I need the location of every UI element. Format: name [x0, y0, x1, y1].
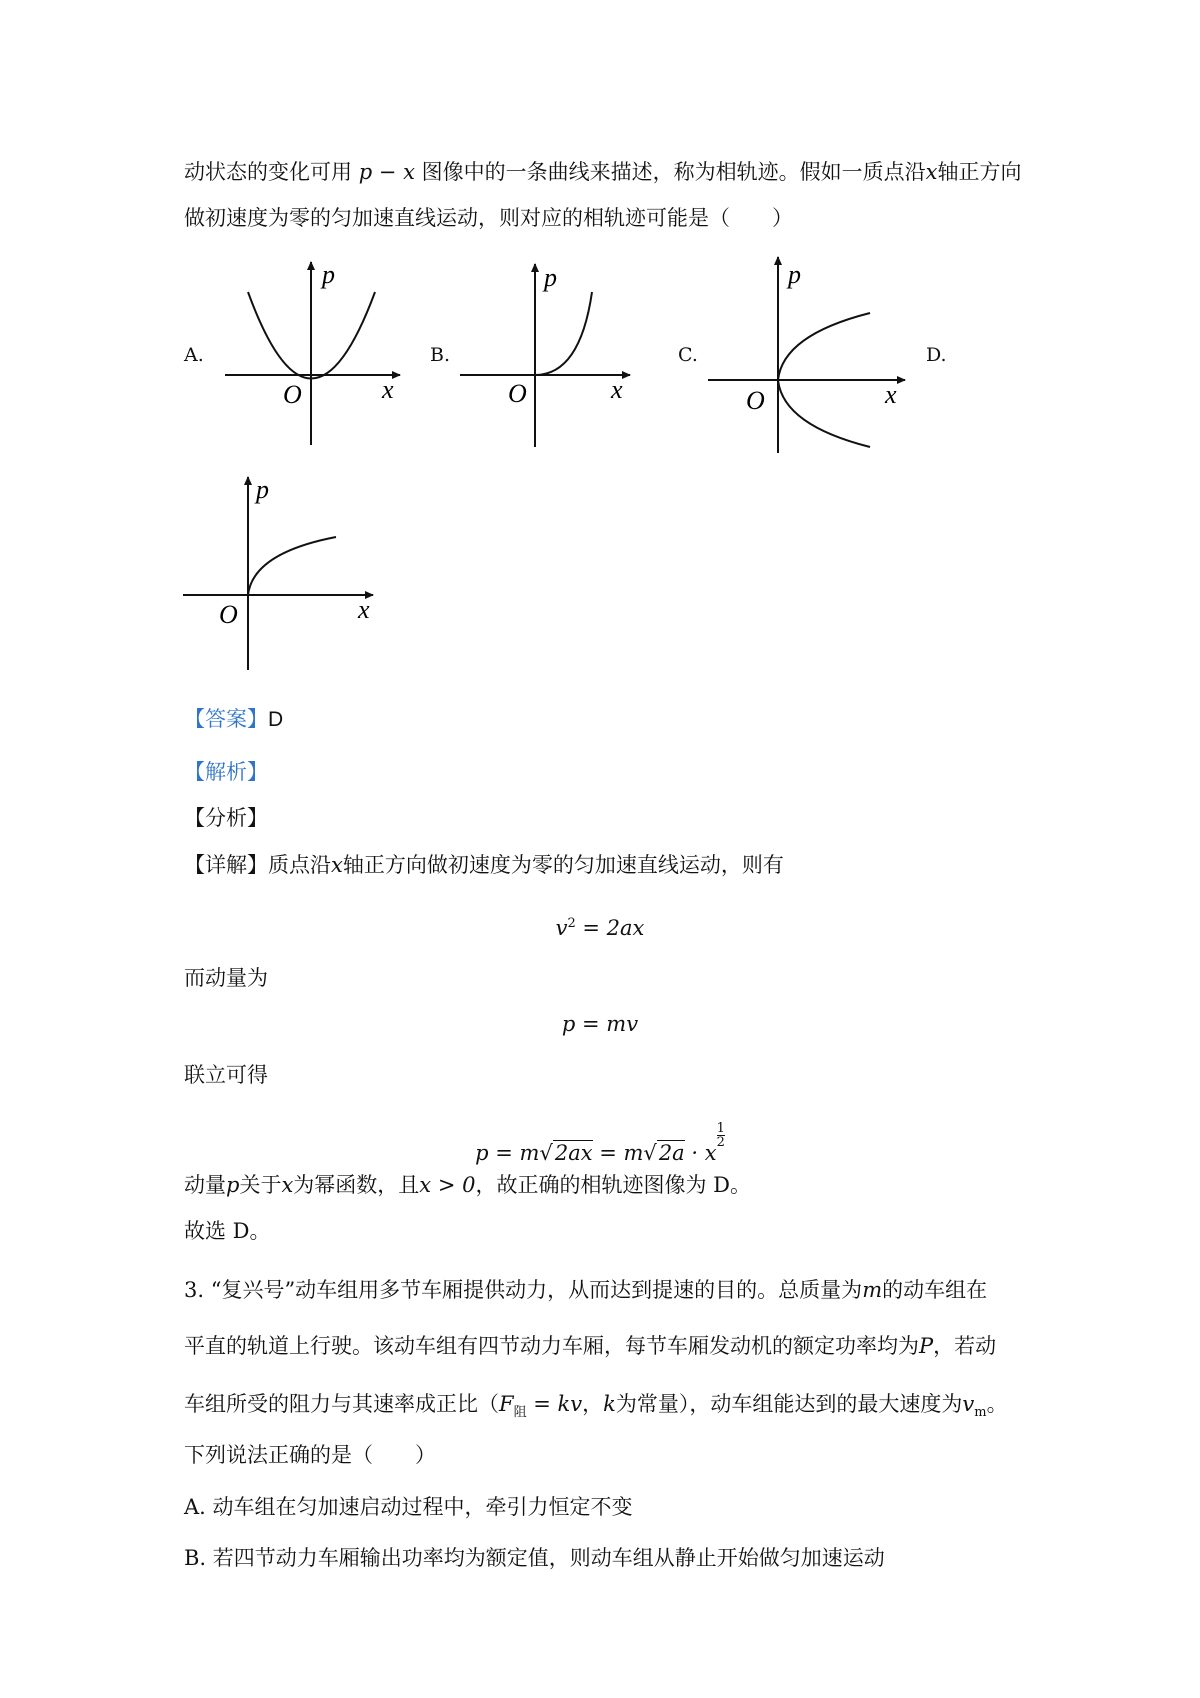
conclusion-line: [184, 1170, 751, 1200]
origin-label: O: [746, 386, 765, 415]
q3-option-a: A. 动车组在匀加速启动过程中，牵引力恒定不变: [184, 1495, 633, 1519]
option-c-label: C.: [678, 344, 698, 366]
detail-text: 轴正方向做初速度为零的匀加速直线运动，则有: [342, 853, 784, 877]
q3-subscript: 阻: [513, 1405, 527, 1421]
analysis-line: [184, 757, 268, 787]
intro-variable: x: [925, 160, 938, 184]
eq1-rhs: = 2ax: [575, 916, 645, 940]
conclusion-variable: x: [281, 1173, 294, 1197]
x-label: x: [885, 380, 897, 409]
intro-text: 动状态的变化可用: [184, 160, 352, 184]
origin-label: O: [283, 380, 302, 409]
intro-line-1: [184, 157, 1021, 187]
curve: [248, 537, 336, 595]
q3-variable: F: [499, 1392, 514, 1416]
option-a-label: A.: [184, 344, 204, 366]
conclusion-text: 关于: [239, 1173, 282, 1197]
choose-line: 故选 D。: [184, 1219, 271, 1243]
intro-variable: p − x: [358, 160, 415, 184]
p-label: p: [322, 260, 335, 289]
eq3-part: = m: [592, 1141, 644, 1165]
p-label: p: [544, 263, 557, 292]
q3-text: ，若动: [933, 1334, 997, 1358]
p-label: p: [788, 260, 801, 289]
answer-line: [184, 704, 283, 735]
q3-variable: k: [603, 1392, 616, 1416]
option-b-label: B.: [430, 344, 451, 366]
eq3-part: · x: [684, 1141, 717, 1165]
x-label: x: [382, 375, 394, 404]
eq1-lhs: v: [555, 916, 568, 940]
analysis-tag: 【解析】: [184, 760, 268, 784]
eq3-exponent: [717, 1122, 725, 1149]
q3-text: 。: [986, 1392, 1008, 1416]
combine-text: 联立可得: [184, 1063, 268, 1087]
detail-tag: 【详解】: [184, 853, 268, 877]
intro-text: 图像中的一条曲线来描述，称为相轨迹。假如一质点沿: [421, 160, 926, 184]
origin-label: O: [508, 379, 527, 408]
q3-variable: v: [962, 1392, 975, 1416]
answer-tag: 【答案】: [184, 707, 268, 731]
eq1-exponent: 2: [567, 916, 576, 931]
q3-text: 平直的轨道上行驶。该动车组有四节动力车厢，每节车厢发动机的额定功率均为: [184, 1334, 919, 1358]
origin-label: O: [219, 600, 238, 629]
equation-2: [0, 1009, 1200, 1039]
graph-c: [708, 255, 918, 465]
q3-equation: = kv: [526, 1392, 583, 1416]
p-label: p: [256, 475, 269, 504]
conclusion-variable: p: [226, 1173, 240, 1197]
detail-line: [184, 850, 784, 880]
conclusion-condition: x > 0: [419, 1173, 476, 1197]
detail-variable: x: [331, 853, 343, 877]
eq3-radicand: 2a: [658, 1141, 685, 1165]
conclusion-text: 动量: [184, 1173, 226, 1197]
q3-variable: P: [919, 1334, 934, 1358]
q3-line-4: 下列说法正确的是（ ）: [184, 1443, 436, 1467]
q3-text: 的动车组在: [882, 1278, 988, 1302]
fenxi-line: [184, 803, 268, 833]
q3-line-1: [184, 1275, 987, 1305]
answer-value: D: [268, 708, 284, 731]
exponent-numerator: 1: [716, 1121, 725, 1136]
intro-line-2: 做初速度为零的匀加速直线运动，则对应的相轨迹可能是（ ）: [184, 206, 793, 230]
curve: [535, 292, 592, 375]
q3-line-3: [184, 1389, 1008, 1428]
option-d-label: D.: [926, 344, 947, 366]
conclusion-text: ，故正确的相轨迹图像为 D。: [475, 1173, 751, 1197]
q3-variable: m: [862, 1278, 883, 1302]
equation-1: [0, 909, 1200, 943]
q3-text: 为常量），动车组能达到的最大速度为: [615, 1392, 963, 1416]
x-label: x: [611, 375, 623, 404]
eq2-text: p = mv: [561, 1012, 639, 1036]
momentum-text: 而动量为: [184, 966, 268, 990]
detail-text: 质点沿: [268, 853, 331, 877]
graph-b: [460, 262, 640, 452]
x-label: x: [358, 595, 370, 624]
q3-line-2: [184, 1331, 996, 1361]
q3-option-b: B. 若四节动力车厢输出功率均为额定值，则动车组从静止开始做匀加速运动: [184, 1546, 885, 1570]
q3-text: 车组所受的阻力与其速率成正比（: [184, 1392, 499, 1416]
exponent-denominator: 2: [716, 1135, 725, 1150]
equation-3: p = m√2ax = m√2a · x $\frac{1}{2}$: [475, 1121, 725, 1165]
conclusion-text: 为幂函数，且: [293, 1173, 420, 1197]
fenxi-tag: 【分析】: [184, 806, 268, 830]
eq3-part: p = m: [475, 1141, 540, 1165]
intro-text: 轴正方向: [937, 160, 1022, 184]
graph-a: [225, 260, 415, 450]
q3-text: 3. “复兴号”动车组用多节车厢提供动力，从而达到提速的目的。总质量为: [184, 1278, 863, 1302]
q3-text: ，: [582, 1392, 604, 1416]
q3-subscript: m: [974, 1405, 987, 1421]
graph-d: [183, 475, 383, 675]
eq3-radicand: 2ax: [554, 1141, 593, 1165]
